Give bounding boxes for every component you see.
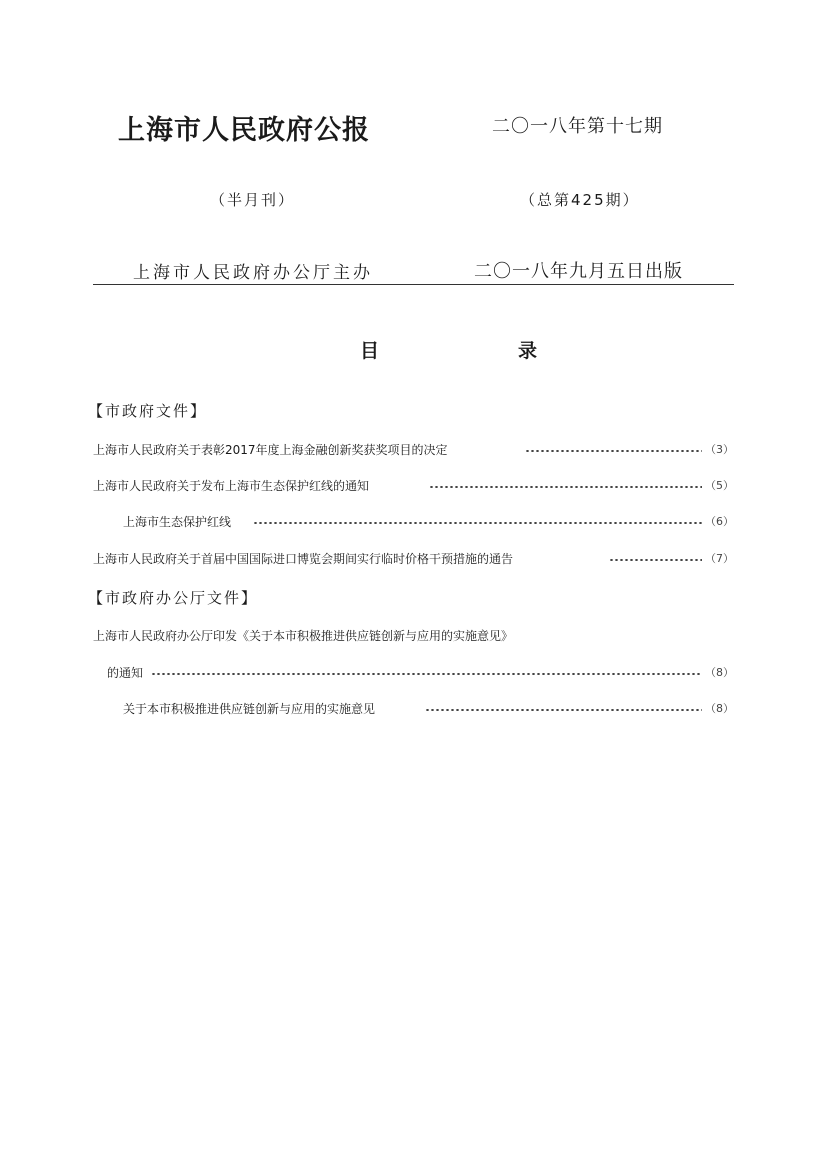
dot-leader bbox=[253, 522, 702, 524]
issue-number: 二〇一八年第十七期 bbox=[492, 116, 663, 137]
publication-frequency: （半月刊） bbox=[210, 191, 296, 209]
toc-entry-title: 上海市人民政府办公厅印发《关于本市积极推进供应链创新与应用的实施意见》 bbox=[93, 629, 514, 643]
toc-entry-continuation[interactable] bbox=[107, 664, 734, 682]
section-heading-general-office: 【市政府办公厅文件】 bbox=[88, 589, 259, 607]
toc-entry-page: （5） bbox=[705, 479, 734, 492]
publication-date: 二〇一八年九月五日出版 bbox=[474, 261, 683, 282]
toc-entry-page: （8） bbox=[705, 702, 734, 715]
toc-entry[interactable] bbox=[93, 477, 734, 495]
dot-leader bbox=[429, 486, 702, 488]
toc-entry[interactable] bbox=[93, 441, 734, 459]
publication-title: 上海市人民政府公报 bbox=[118, 115, 370, 146]
toc-entry-title: 的通知 bbox=[107, 666, 144, 680]
toc-entry-title: 关于本市积极推进供应链创新与应用的实施意见 bbox=[123, 702, 376, 716]
toc-entry-page: （7） bbox=[705, 552, 734, 565]
toc-entry-title: 上海市人民政府关于发布上海市生态保护红线的通知 bbox=[93, 479, 370, 493]
toc-entry[interactable] bbox=[93, 627, 734, 645]
dot-leader bbox=[525, 450, 702, 452]
dot-leader bbox=[425, 709, 702, 711]
dot-leader bbox=[609, 559, 702, 561]
section-heading-municipal-government: 【市政府文件】 bbox=[88, 402, 208, 420]
toc-entry-title: 上海市生态保护红线 bbox=[123, 515, 232, 529]
toc-entry-page: （6） bbox=[705, 515, 734, 528]
dot-leader bbox=[151, 673, 702, 675]
toc-entry-page: （3） bbox=[705, 443, 734, 456]
toc-entry[interactable] bbox=[123, 513, 734, 531]
cumulative-issue-number: （总第425期） bbox=[520, 191, 640, 209]
toc-entry-title: 上海市人民政府关于表彰2017年度上海金融创新奖获奖项目的决定 bbox=[93, 443, 448, 457]
toc-title: 目 录 bbox=[360, 340, 598, 362]
publisher: 上海市人民政府办公厅主办 bbox=[133, 263, 373, 283]
toc-entry[interactable] bbox=[123, 700, 734, 718]
toc-entry-title: 上海市人民政府关于首届中国国际进口博览会期间实行临时价格干预措施的通告 bbox=[93, 552, 514, 566]
toc-entry-page: （8） bbox=[705, 666, 734, 679]
toc-entry[interactable] bbox=[93, 550, 734, 568]
header-divider bbox=[93, 284, 734, 285]
